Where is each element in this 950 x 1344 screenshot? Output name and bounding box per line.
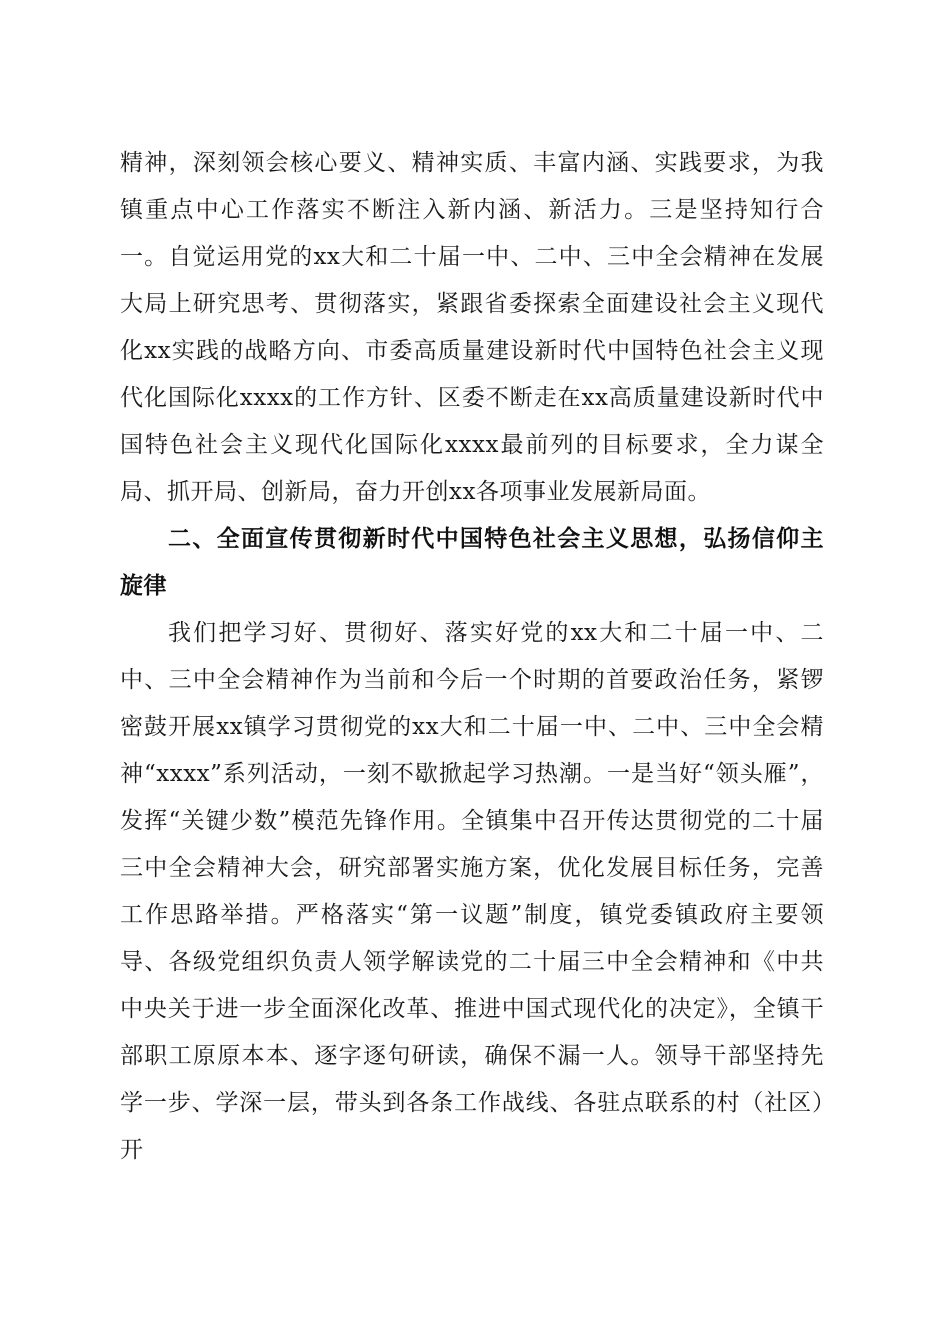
document-body — [120, 140, 824, 1174]
section-heading: 二、全面宣传贯彻新时代中国特色社会主义思想，弘扬信仰主旋律 — [120, 526, 824, 599]
paragraph-body: 我们把学习好、贯彻好、落实好党的xx大和二十届一中、二中、三中全会精神作为当前和今后一个时期的首要政治任务，紧锣密鼓开展xx镇学习贯彻党的xx大和二十届一中、二中、三中全会精神“xxxx”系列活动，一刻不歇掀起学习热潮。一是当好“领头雁”，发挥“关键少数”模范先锋作用。全镇集中召开传达贯彻党的二十届三中全会精神大会，研究部署实施方案，优化发展目标任务，完善工作思路举措。严格落实“第一议题”制度，镇党委镇政府主要领导、各级党组织负责人领学解读党的二十届三中全会精神和《中共中央关于进一步全面深化改革、推进中国式现代化的决定》，全镇干部职工原原本本、逐字逐句研读，确保不漏一人。领导干部坚持先学一步、学深一层，带头到各条工作战线、各驻点联系的村（社区）开 — [120, 620, 824, 1163]
paragraph-continuation: 精神，深刻领会核心要义、精神实质、丰富内涵、实践要求，为我镇重点中心工作落实不断注入新内涵、新活力。三是坚持知行合一。自觉运用党的xx大和二十届一中、二中、三中全会精神在发展大局上研究思考、贯彻落实，紧跟省委探索全面建设社会主义现代化xx实践的战略方向、市委高质量建设新时代中国特色社会主义现代化国际化xxxx的工作方针、区委不断走在xx高质量建设新时代中国特色社会主义现代化国际化xxxx最前列的目标要求，全力谋全局、抓开局、创新局，奋力开创xx各项事业发展新局面。 — [120, 150, 824, 505]
